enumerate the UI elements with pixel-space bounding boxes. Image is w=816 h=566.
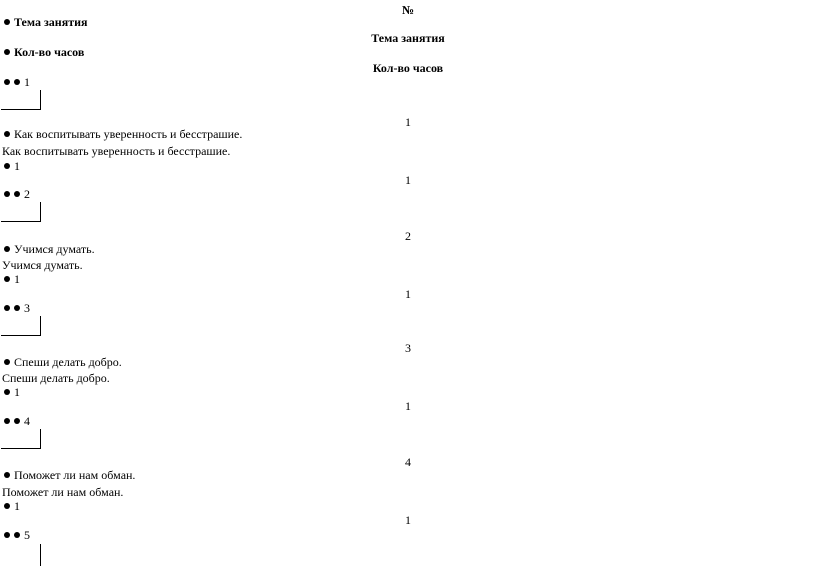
left-topic-header-text: Тема занятия [14,15,88,29]
row-number [4,76,30,88]
row-topic [4,356,122,368]
row-topic-text: Поможет ли нам обман. [14,468,136,482]
bullet-icon [14,532,20,538]
bullet-icon [4,503,10,509]
bullet-icon [4,532,10,538]
row-hours [4,500,20,512]
hours-column-header: Кол-во часов [372,61,444,75]
bullet-icon [4,418,10,424]
left-topic-header [4,16,88,28]
row-topic-text: Учимся думать. [14,242,95,256]
row-number-text: 3 [24,301,30,315]
row-topic-text: Спеши делать добро. [14,355,122,369]
cell-corner [1,429,41,449]
bullet-icon [14,79,20,85]
bullet-icon [4,359,10,365]
bullet-icon [4,276,10,282]
cell-border-line [40,544,41,566]
row-number [4,302,30,314]
bullet-icon [4,131,10,137]
bullet-icon [14,418,20,424]
row-topic-plain: Как воспитывать уверенность и бесстрашие. [2,144,231,158]
row-topic-plain: Поможет ли нам обман. [2,485,124,499]
row-number-text: 2 [24,187,30,201]
bullet-icon [4,191,10,197]
bullet-icon [4,389,10,395]
row-topic [4,469,135,481]
cell-corner [1,90,41,110]
right-row-number: 3 [405,341,411,355]
row-number-text: 4 [24,414,30,428]
bullet-icon [4,305,10,311]
row-number [4,529,30,541]
right-row-hours: 1 [405,399,411,413]
row-number [4,415,30,427]
row-number-text: 1 [24,75,30,89]
right-row-number: 2 [405,229,411,243]
cell-corner [1,316,41,336]
row-topic-text: Как воспитывать уверенность и бесстрашие. [14,127,243,141]
row-hours [4,386,20,398]
bullet-icon [4,79,10,85]
topic-column-header: Тема занятия [371,31,445,45]
row-topic [4,128,242,140]
bullet-icon [4,49,10,55]
bullet-icon [4,19,10,25]
row-topic-plain: Спеши делать добро. [2,371,110,385]
bullet-icon [4,472,10,478]
row-hours-text: 1 [14,385,20,399]
bullet-icon [14,191,20,197]
row-topic-plain: Учимся думать. [2,258,83,272]
cell-corner [1,202,41,222]
bullet-icon [4,246,10,252]
row-hours [4,273,20,285]
left-hours-header [4,46,84,58]
row-topic [4,243,95,255]
left-hours-header-text: Кол-во часов [14,45,85,59]
bullet-icon [14,305,20,311]
bullet-icon [4,163,10,169]
right-row-hours: 1 [405,513,411,527]
row-hours-text: 1 [14,272,20,286]
right-row-hours: 1 [405,287,411,301]
row-number [4,188,30,200]
row-hours-text: 1 [14,499,20,513]
row-number-text: 5 [24,528,30,542]
row-hours-text: 1 [14,159,20,173]
right-row-hours: 1 [405,173,411,187]
number-sign-header: № [401,3,415,17]
row-hours [4,160,20,172]
right-row-number: 4 [405,455,411,469]
right-row-number: 1 [405,115,411,129]
